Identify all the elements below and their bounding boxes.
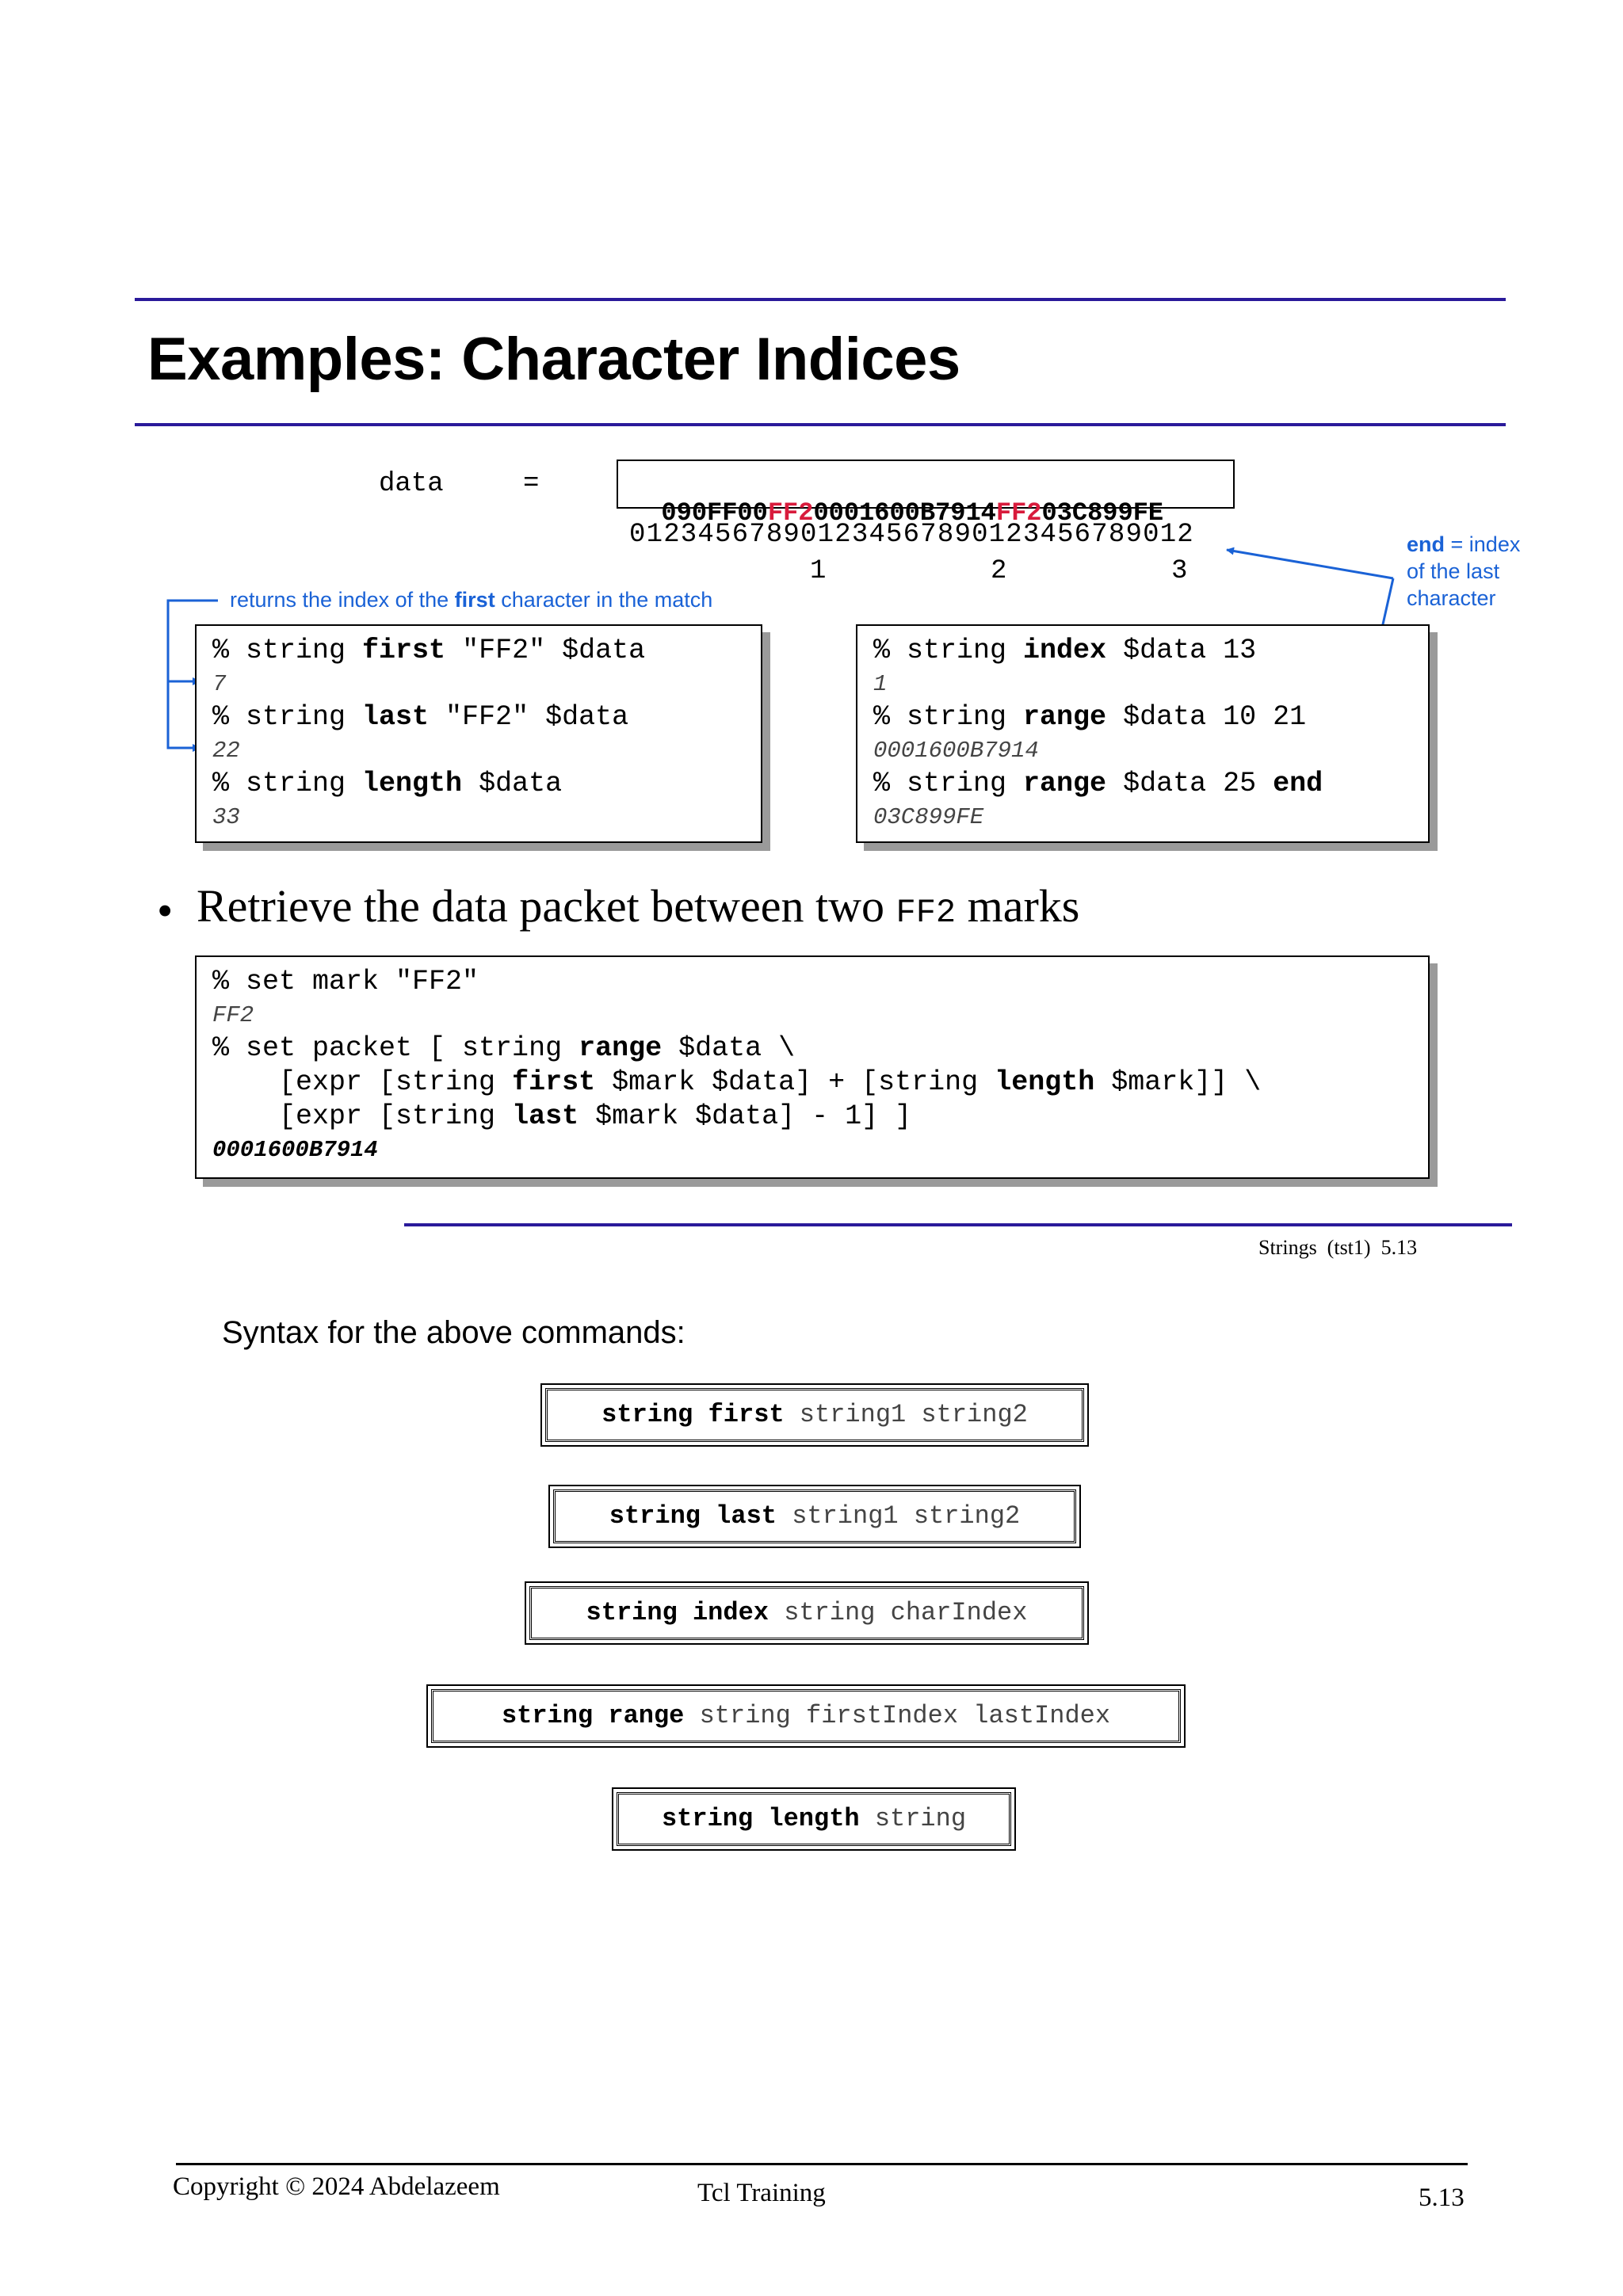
data-seg-4: 03C899FE [1041,498,1164,528]
code-line: [expr [string last $mark $data] - 1] ] [212,1100,912,1132]
output-line-result: 0001600B7914 [212,1137,378,1163]
page-number: 5.13 [1419,2183,1465,2212]
packet-example-box [195,955,1430,1179]
index-range-example-box [856,624,1430,843]
syntax-box-length: string length string [617,1792,1011,1846]
bullet-text [197,879,1079,933]
data-seg-1-ff2: FF2 [767,498,814,528]
output-line: 33 [212,804,240,830]
end-note-line2: of the last [1407,559,1500,583]
bullet-code: FF2 [896,894,957,932]
copyright: Copyright © 2024 Abdelazeem [173,2172,500,2201]
index-tens-2: 2 [991,556,1008,586]
syntax-box-first: string first string1 string2 [545,1388,1084,1442]
data-seg-2: 0001600B7914 [813,498,996,528]
data-seg-0: 090FF00 [661,498,768,528]
end-index-note [1407,531,1520,612]
code-line: % string range $data 10 21 [873,701,1307,733]
index-tens-1: 1 [810,556,827,586]
index-tens-3: 3 [1171,556,1189,586]
footer-course-name: Tcl Training [697,2179,826,2207]
code-line: % string first "FF2" $data [212,635,646,666]
syntax-box-last: string last string1 string2 [553,1489,1076,1543]
end-note-bold: end [1407,532,1445,556]
end-note-line1: = index [1445,532,1521,556]
title-top-rule [135,298,1506,301]
code-line: % set packet [ string range $data \ [212,1032,796,1064]
data-seg-3-ff2: FF2 [995,498,1042,528]
code-line: % string last "FF2" $data [212,701,629,733]
output-line: 0001600B7914 [873,738,1039,764]
first-last-length-example-box [195,624,762,843]
data-value-box [617,460,1235,528]
code-line: % string index $data 13 [873,635,1257,666]
slide-footer-rule [404,1223,1512,1226]
first-index-note [230,588,712,612]
data-variable-label: data [379,469,444,499]
first-note-pre: returns the index of the [230,588,455,612]
bullet-pre: Retrieve the data packet between two [197,880,896,932]
syntax-heading: Syntax for the above commands: [222,1315,685,1350]
bullet-marker: • [157,885,174,936]
output-line: FF2 [212,1002,254,1028]
end-note-arrow-to-index [1227,550,1393,578]
code-line: % string length $data [212,768,563,799]
page-footer-rule [176,2163,1468,2165]
page-title: Examples: Character Indices [147,326,960,393]
code-line: % string range $data 25 end [873,768,1323,799]
output-line: 7 [212,671,227,697]
syntax-box-range: string range string firstIndex lastIndex [431,1689,1181,1743]
output-line: 03C899FE [873,804,984,830]
code-line: % set mark "FF2" [212,966,479,997]
data-equals-sign: = [523,469,540,499]
syntax-box-index: string index string charIndex [529,1586,1084,1640]
output-line: 1 [873,671,888,697]
first-note-bold: first [454,588,495,612]
code-line: [expr [string first $mark $data] + [string length $mark]] \ [212,1066,1262,1098]
output-line: 22 [212,738,240,764]
slide-reference: Strings (tst1) 5.13 [1258,1236,1418,1259]
index-digits-row: 012345678901234567890123456789012 [629,520,1194,550]
bullet-post: marks [956,880,1080,932]
first-note-post: character in the match [495,588,713,612]
title-bottom-rule [135,423,1506,426]
end-note-line3: character [1407,586,1496,610]
